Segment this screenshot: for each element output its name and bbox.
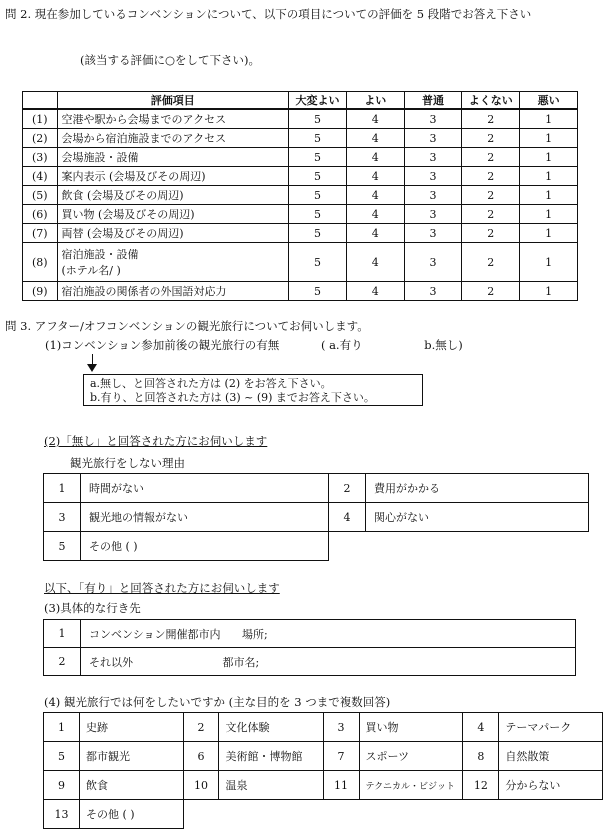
purpose-option[interactable]: 史跡 <box>79 713 183 742</box>
header-not-good: よくない <box>462 92 520 110</box>
rating-item: 買い物 (会場及びその周辺) <box>57 205 289 224</box>
purpose-option[interactable]: 都市観光 <box>79 742 183 771</box>
rating-item: 飲食 (会場及びその周辺) <box>57 186 289 205</box>
destination-number: 2 <box>44 648 81 676</box>
score-option[interactable]: 5 <box>289 129 347 148</box>
section-3-title: (3)具体的な行き先 <box>44 601 141 615</box>
purpose-option[interactable]: 買い物 <box>359 713 463 742</box>
purpose-option[interactable]: 自然散策 <box>499 742 603 771</box>
score-option[interactable]: 4 <box>346 205 404 224</box>
score-option[interactable]: 1 <box>520 224 578 243</box>
option-b[interactable]: b.無し) <box>424 338 463 352</box>
rating-item: 両替 (会場及びその周辺) <box>57 224 289 243</box>
rating-item: 宿泊施設の関係者の外国語対応力 <box>57 282 289 301</box>
row-number: (3) <box>23 148 58 167</box>
score-option[interactable]: 1 <box>520 148 578 167</box>
purpose-option[interactable]: 分からない <box>499 771 603 800</box>
question-2-note: (該当する評価に○をして下さい)。 <box>80 53 261 67</box>
reason-number: 2 <box>329 474 366 503</box>
row-number: (7) <box>23 224 58 243</box>
purpose-option[interactable]: 美術館・博物館 <box>219 742 323 771</box>
question-3-1 <box>45 337 463 353</box>
purpose-option[interactable]: 飲食 <box>79 771 183 800</box>
rating-item: 会場施設・設備 <box>57 148 289 167</box>
reason-option[interactable]: 関心がない <box>366 503 589 532</box>
question-2-title: 問 2. 現在参加しているコンベンションについて、以下の項目についての評価を 5 段階でお答え下さい <box>5 7 532 21</box>
purpose-option[interactable]: スポーツ <box>359 742 463 771</box>
score-option[interactable]: 3 <box>404 109 462 129</box>
rating-row <box>23 243 578 282</box>
rating-item: 案内表示 (会場及びその周辺) <box>57 167 289 186</box>
score-option[interactable]: 3 <box>404 205 462 224</box>
reason-option[interactable]: 観光地の情報がない <box>81 503 329 532</box>
destination-field[interactable]: 場所; <box>242 627 268 641</box>
row-number: (4) <box>23 167 58 186</box>
reason-number: 4 <box>329 503 366 532</box>
score-option[interactable]: 1 <box>520 109 578 129</box>
score-option[interactable]: 2 <box>462 205 520 224</box>
purpose-number: 2 <box>183 713 219 742</box>
row-number: (5) <box>23 186 58 205</box>
destination-option[interactable] <box>81 620 576 648</box>
score-option[interactable]: 5 <box>289 224 347 243</box>
score-option[interactable]: 4 <box>346 129 404 148</box>
purpose-option[interactable]: テーマパーク <box>499 713 603 742</box>
reason-option[interactable]: 費用がかかる <box>366 474 589 503</box>
section-4-title: (4) 観光旅行では何をしたいですか (主な目的を 3 つまで複数回答) <box>44 695 391 709</box>
rating-row <box>23 282 578 301</box>
row-number: (9) <box>23 282 58 301</box>
score-option[interactable]: 2 <box>462 282 520 301</box>
header-average: 普通 <box>404 92 462 110</box>
header-item: 評価項目 <box>57 92 289 110</box>
rating-header-row <box>23 92 578 110</box>
reason-table <box>43 473 589 561</box>
header-bad: 悪い <box>520 92 578 110</box>
rating-item-label: 宿泊施設・設備 <box>61 248 139 261</box>
score-option[interactable]: 3 <box>404 167 462 186</box>
question-3-title: 問 3. アフター/オフコンベンションの観光旅行についてお伺いします。 <box>5 319 369 333</box>
instruction-a: a.無し、と回答された方は (2) をお答え下さい。 <box>90 377 332 390</box>
purpose-number: 3 <box>323 713 359 742</box>
destination-table <box>43 619 576 676</box>
score-option[interactable]: 5 <box>289 243 347 282</box>
score-option[interactable]: 2 <box>462 167 520 186</box>
section-3-intro: 以下、「有り」と回答された方にお伺いします <box>44 581 280 595</box>
score-option[interactable]: 5 <box>289 167 347 186</box>
purpose-number: 9 <box>44 771 80 800</box>
rating-item <box>57 243 289 282</box>
section-2-subtitle: 観光旅行をしない理由 <box>70 456 185 470</box>
purpose-number: 10 <box>183 771 219 800</box>
score-option[interactable]: 4 <box>346 167 404 186</box>
score-option[interactable]: 4 <box>346 186 404 205</box>
score-option[interactable]: 3 <box>404 148 462 167</box>
rating-table <box>22 91 578 301</box>
header-very-good: 大変よい <box>289 92 347 110</box>
destination-label: コンベンション開催都市内 <box>89 627 221 641</box>
score-option[interactable]: 5 <box>289 282 347 301</box>
score-option[interactable]: 1 <box>520 129 578 148</box>
purpose-number: 7 <box>323 742 359 771</box>
score-option[interactable]: 2 <box>462 109 520 129</box>
score-option[interactable]: 2 <box>462 243 520 282</box>
score-option[interactable]: 4 <box>346 224 404 243</box>
score-option[interactable]: 1 <box>520 186 578 205</box>
rating-row <box>23 129 578 148</box>
section-2-title: (2)「無し」と回答された方にお伺いします <box>44 434 268 448</box>
score-option[interactable]: 5 <box>289 148 347 167</box>
purpose-option[interactable]: 温泉 <box>219 771 323 800</box>
purpose-number: 11 <box>323 771 359 800</box>
reason-option[interactable]: 時間がない <box>81 474 329 503</box>
rating-row <box>23 167 578 186</box>
row-number: (6) <box>23 205 58 224</box>
score-option[interactable]: 3 <box>404 186 462 205</box>
purpose-table <box>43 712 603 829</box>
score-option[interactable]: 4 <box>346 148 404 167</box>
rating-row <box>23 186 578 205</box>
score-option[interactable]: 3 <box>404 129 462 148</box>
purpose-number: 12 <box>463 771 499 800</box>
score-option[interactable]: 1 <box>520 282 578 301</box>
destination-option[interactable] <box>81 648 576 676</box>
reason-number: 3 <box>44 503 81 532</box>
row-number: (1) <box>23 109 58 129</box>
purpose-number: 13 <box>44 800 80 829</box>
score-option[interactable]: 1 <box>520 243 578 282</box>
rating-item: 会場から宿泊施設までのアクセス <box>57 129 289 148</box>
purpose-number: 5 <box>44 742 80 771</box>
purpose-option[interactable]: その他 ( ) <box>79 800 183 829</box>
score-option[interactable]: 5 <box>289 205 347 224</box>
rating-row <box>23 224 578 243</box>
purpose-option[interactable]: 文化体験 <box>219 713 323 742</box>
score-option[interactable]: 3 <box>404 224 462 243</box>
score-option[interactable]: 2 <box>462 148 520 167</box>
score-option[interactable]: 5 <box>289 186 347 205</box>
purpose-number: 4 <box>463 713 499 742</box>
instruction-b: b.有り、と回答された方は (3) ~ (9) までお答え下さい。 <box>90 391 375 404</box>
score-option[interactable]: 1 <box>520 167 578 186</box>
reason-number: 1 <box>44 474 81 503</box>
hotel-name-field[interactable]: (ホテル名/ ) <box>61 264 121 277</box>
destination-label: それ以外 <box>89 655 133 669</box>
purpose-option[interactable]: テクニカル・ビジット <box>359 771 463 800</box>
score-option[interactable]: 2 <box>462 186 520 205</box>
destination-field[interactable]: 都市名; <box>222 655 260 669</box>
score-option[interactable]: 4 <box>346 109 404 129</box>
row-number: (2) <box>23 129 58 148</box>
score-option[interactable]: 1 <box>520 205 578 224</box>
score-option[interactable]: 5 <box>289 109 347 129</box>
rating-row <box>23 148 578 167</box>
arrow-down-icon <box>87 364 97 372</box>
reason-option[interactable]: その他 ( ) <box>81 532 329 561</box>
destination-number: 1 <box>44 620 81 648</box>
q3-1-label: (1)コンベンション参加前後の観光旅行の有無 <box>45 338 280 352</box>
score-option[interactable]: 3 <box>404 282 462 301</box>
score-option[interactable]: 4 <box>346 243 404 282</box>
score-option[interactable]: 2 <box>462 129 520 148</box>
instruction-box <box>83 374 423 406</box>
purpose-number: 1 <box>44 713 80 742</box>
rating-row <box>23 205 578 224</box>
rating-item: 空港や駅から会場までのアクセス <box>57 109 289 129</box>
purpose-number: 6 <box>183 742 219 771</box>
score-option[interactable]: 2 <box>462 224 520 243</box>
score-option[interactable]: 3 <box>404 243 462 282</box>
row-number: (8) <box>23 243 58 282</box>
reason-number: 5 <box>44 532 81 561</box>
header-good: よい <box>346 92 404 110</box>
score-option[interactable]: 4 <box>346 282 404 301</box>
purpose-number: 8 <box>463 742 499 771</box>
rating-row <box>23 109 578 129</box>
option-a[interactable]: ( a.有り <box>320 338 363 352</box>
